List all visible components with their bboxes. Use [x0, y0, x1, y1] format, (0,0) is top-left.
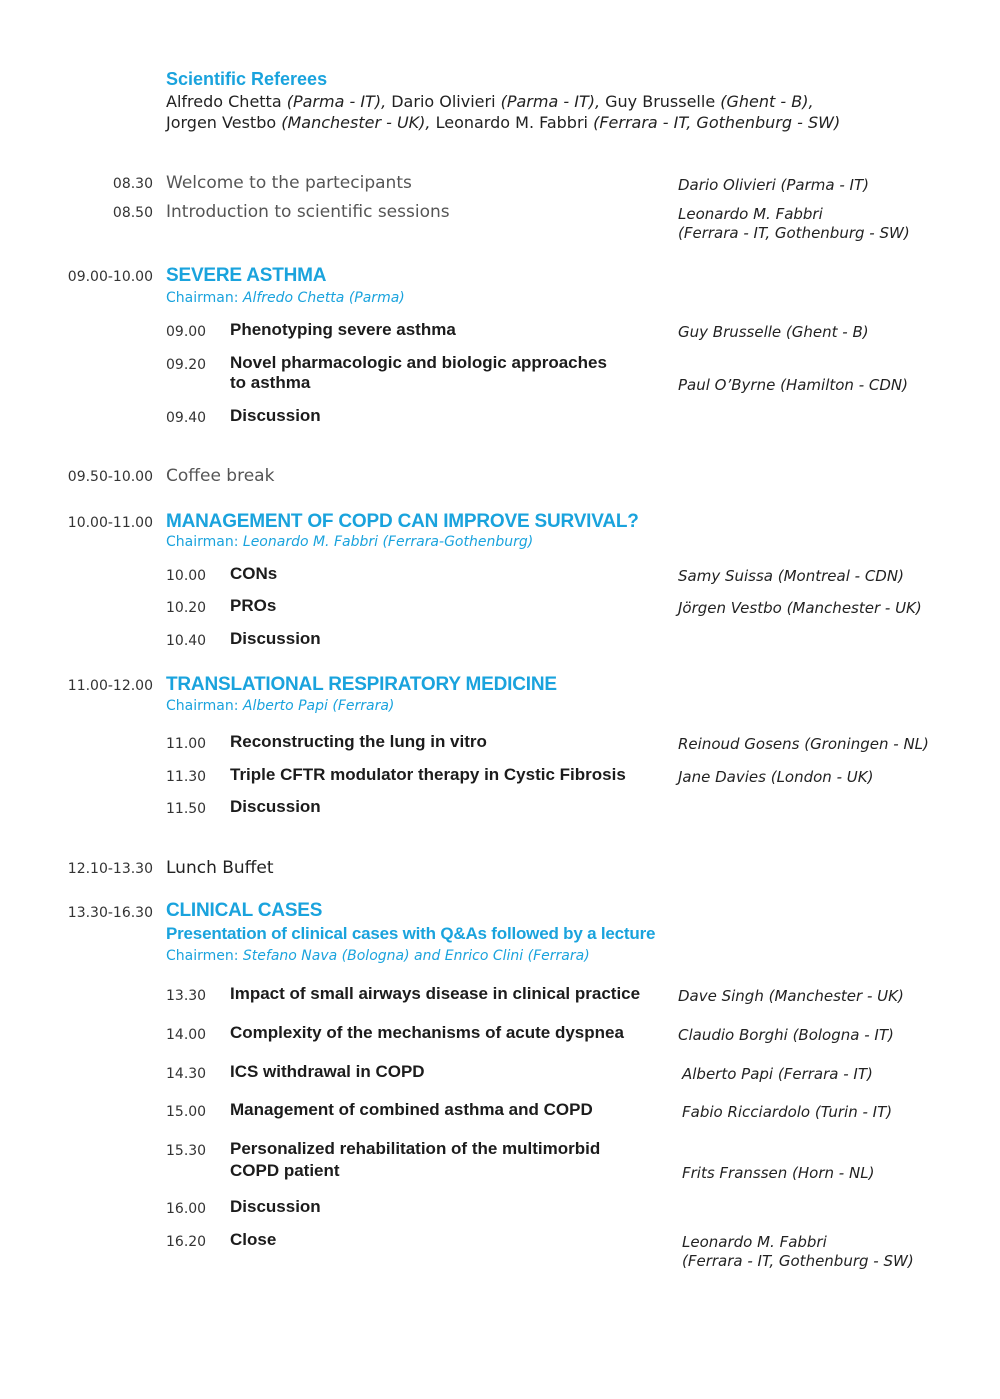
session2-title: MANAGEMENT OF COPD CAN IMPROVE SURVIVAL?: [166, 511, 639, 532]
referee-name: Guy Brusselle: [605, 92, 721, 111]
talk-speaker: Guy Brusselle (Ghent - B): [678, 323, 869, 341]
talk-time: 15.30: [166, 1143, 207, 1159]
talk-title: Complexity of the mechanisms of acute dyspnea: [230, 1023, 624, 1042]
talk-speaker: Alberto Papi (Ferrara - IT): [682, 1065, 873, 1083]
talk-title-line2: COPD patient: [230, 1161, 340, 1180]
talk-title: Discussion: [230, 1197, 321, 1216]
referee-name: Jorgen Vestbo: [166, 113, 282, 132]
referee-name: Dario Olivieri: [391, 92, 501, 111]
intro-speaker-affiliation: (Ferrara - IT, Gothenburg - SW): [678, 224, 910, 242]
referee-place: (Parma - IT),: [286, 92, 392, 111]
session3-chair: Chairman: Alberto Papi (Ferrara): [166, 698, 395, 714]
referee-name: Leonardo M. Fabbri: [435, 113, 594, 132]
talk-time: 10.00: [166, 568, 207, 584]
session2-time: 10.00-11.00: [67, 515, 153, 531]
talk-speaker: Jörgen Vestbo (Manchester - UK): [678, 599, 922, 617]
talk-title: Impact of small airways disease in clinical practice: [230, 984, 641, 1003]
talk-speaker-affiliation: (Ferrara - IT, Gothenburg - SW): [682, 1252, 914, 1270]
talk-time: 16.00: [166, 1201, 207, 1217]
opening-time: 08.30: [112, 176, 153, 192]
referee-place: (Ghent - B),: [720, 92, 814, 111]
talk-title: Management of combined asthma and COPD: [230, 1100, 593, 1119]
talk-time: 09.20: [166, 357, 207, 373]
talk-time: 13.30: [166, 988, 207, 1004]
talk-title-line2: to asthma: [230, 373, 311, 392]
session3-time: 11.00-12.00: [67, 678, 153, 694]
talk-speaker: Claudio Borghi (Bologna - IT): [678, 1026, 894, 1044]
talk-title: Discussion: [230, 406, 321, 425]
intro-speaker: Leonardo M. Fabbri: [678, 205, 823, 223]
talk-time: 16.20: [166, 1234, 207, 1250]
intro-title: Introduction to scientific sessions: [166, 202, 450, 222]
session4-chair: Chairmen: Stefano Nava (Bologna) and Enrico Clini (Ferrara): [166, 948, 590, 964]
session1-time: 09.00-10.00: [67, 269, 153, 285]
talk-speaker: Reinoud Gosens (Groningen - NL): [678, 735, 929, 753]
talk-time: 11.30: [166, 769, 207, 785]
talk-title: Triple CFTR modulator therapy in Cystic Fibrosis: [230, 765, 626, 784]
session2-chair: Chairman: Leonardo M. Fabbri (Ferrara-Gothenburg): [166, 534, 534, 550]
coffee-time: 09.50-10.00: [67, 469, 153, 485]
talk-title: Novel pharmacologic and biologic approaches: [230, 353, 607, 372]
session1-title: SEVERE ASTHMA: [166, 265, 327, 286]
referees-title: Scientific Referees: [166, 69, 328, 89]
referees-line-1: [166, 92, 814, 111]
talk-speaker: Fabio Ricciardolo (Turin - IT): [682, 1103, 893, 1121]
talk-time: 15.00: [166, 1104, 207, 1120]
talk-title: Discussion: [230, 797, 321, 816]
talk-time: 14.00: [166, 1027, 207, 1043]
talk-speaker: Jane Davies (London - UK): [678, 768, 874, 786]
session4-subtitle: Presentation of clinical cases with Q&As followed by a lecture: [166, 924, 656, 943]
session4-time: 13.30-16.30: [67, 905, 153, 921]
referee-place: (Parma - IT),: [500, 92, 606, 111]
session1-chair: Chairman: Alfredo Chetta (Parma): [166, 290, 405, 306]
talk-speaker: Frits Franssen (Horn - NL): [682, 1164, 875, 1182]
talk-title: Personalized rehabilitation of the multimorbid: [230, 1139, 601, 1158]
session3-title: TRANSLATIONAL RESPIRATORY MEDICINE: [166, 674, 557, 695]
coffee-title: Coffee break: [166, 466, 275, 486]
talk-speaker: Leonardo M. Fabbri: [682, 1233, 827, 1251]
opening-speaker: Dario Olivieri (Parma - IT): [678, 176, 869, 194]
talk-time: 11.50: [166, 801, 207, 817]
talk-title: ICS withdrawal in COPD: [230, 1062, 425, 1081]
talk-title: PROs: [230, 596, 277, 615]
opening-title: Welcome to the partecipants: [166, 173, 412, 193]
talk-time: 09.00: [166, 324, 207, 340]
lunch-time: 12.10-13.30: [67, 861, 153, 877]
referee-place: (Manchester - UK),: [281, 113, 436, 132]
talk-title: Close: [230, 1230, 277, 1249]
talk-time: 14.30: [166, 1066, 207, 1082]
intro-time: 08.50: [112, 205, 153, 221]
lunch-title: Lunch Buffet: [166, 858, 274, 878]
talk-time: 11.00: [166, 736, 207, 752]
talk-title: Phenotyping severe asthma: [230, 320, 456, 339]
talk-time: 10.40: [166, 633, 207, 649]
talk-speaker: Dave Singh (Manchester - UK): [678, 987, 904, 1005]
referees-line-2: [166, 113, 840, 132]
talk-time: 09.40: [166, 410, 207, 426]
talk-title: Discussion: [230, 629, 321, 648]
talk-title: CONs: [230, 564, 278, 583]
talk-speaker: Paul O’Byrne (Hamilton - CDN): [678, 376, 908, 394]
session4-title: CLINICAL CASES: [166, 900, 323, 921]
talk-speaker: Samy Suissa (Montreal - CDN): [678, 567, 904, 585]
talk-title: Reconstructing the lung in vitro: [230, 732, 487, 751]
referee-name: Alfredo Chetta: [166, 92, 287, 111]
referee-place: (Ferrara - IT, Gothenburg - SW): [593, 113, 841, 132]
talk-time: 10.20: [166, 600, 207, 616]
